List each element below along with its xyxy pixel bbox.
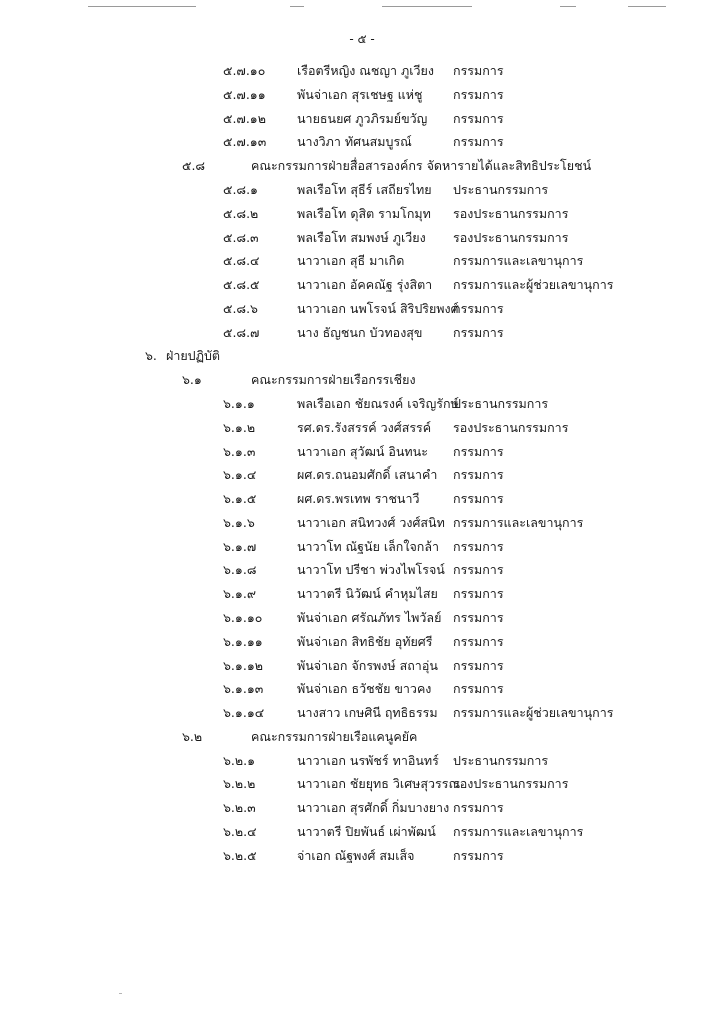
member-role: กรรมการ: [453, 657, 504, 673]
member-name: นาวาเอก อัคคณัฐ รุ่งสิตา: [297, 277, 433, 292]
member-name: พลเรือโท สุธีร์ เสถียรไทย: [297, 181, 432, 197]
item-number: ๖.๑.๔: [223, 467, 257, 483]
member-name: พลเรือโท ดุสิต รามโกมุท: [297, 205, 431, 221]
item-number: ๖.๒.๓: [223, 800, 256, 816]
member-role: กรรมการ: [453, 467, 504, 483]
item-number: ๕.๘.๖: [223, 300, 258, 316]
member-role: กรรมการ: [453, 681, 504, 697]
member-name: นางวิภา ทัศนสมบูรณ์: [297, 134, 412, 150]
member-name: พันจ่าเอก ศรัณภัทร ไพวัลย์: [297, 609, 442, 625]
item-number: ๖.๑.๑๓: [223, 681, 264, 697]
scan-artifact-line: [88, 6, 196, 7]
member-role: กรรมการและผู้ช่วยเลขานุการ: [453, 277, 614, 292]
member-role: กรรมการและเลขานุการ: [453, 253, 584, 269]
member-name: พลเรือโท สมพงษ์ ภูเวียง: [297, 229, 426, 245]
member-name: จ่าเอก ณัฐพงศ์ สมเส็จ: [297, 847, 415, 863]
member-name: นาวาเอก นพโรจน์ สิริปริยพงศ์: [297, 300, 459, 316]
scan-artifact-line: [560, 6, 576, 7]
item-number: ๖.๑.๑๔: [223, 705, 265, 721]
committee-heading: [0, 157, 724, 175]
item-number: ๖.๑.๕: [223, 491, 257, 506]
member-role: กรรมการและเลขานุการ: [453, 514, 584, 530]
member-name: นางสาว เกษศินี ฤทธิธรรม: [297, 705, 438, 721]
member-row: [0, 300, 724, 318]
item-number: ๕.๘.๓: [223, 229, 259, 245]
member-role: กรรมการ: [453, 443, 504, 459]
member-name: นาวาเอก ชัยยุทธ วิเศษสุวรรณ: [297, 776, 461, 792]
item-number: ๕.๘.๑: [223, 181, 258, 197]
member-name: รศ.ดร.รังสรรค์ วงศ์สรรค์: [297, 419, 432, 435]
member-name: พันจ่าเอก ธวัชชัย ขาวคง: [297, 681, 432, 697]
member-row: [0, 205, 724, 223]
member-role: กรรมการ: [453, 562, 504, 578]
member-role: ประธานกรรมการ: [453, 395, 549, 411]
member-name: พันจ่าเอก สุรเชษฐ แห่ชู: [297, 86, 423, 102]
member-row: [0, 633, 724, 651]
item-number: ๖.๑.๑๐: [223, 609, 263, 625]
member-row: [0, 585, 724, 603]
committee-heading: [0, 371, 724, 389]
member-row: [0, 419, 724, 437]
member-row: [0, 395, 724, 413]
division-title: ฝ่ายปฏิบัติ: [166, 348, 221, 364]
section-number: ๖.๒: [182, 728, 203, 744]
member-name: นาง ธัญชนก บัวทองสุข: [297, 324, 423, 340]
committee-title: คณะกรรมการฝ่ายสื่อสารองค์กร จัดหารายได้และสิทธิประโยชน์: [251, 158, 592, 174]
item-number: ๖.๑.๘: [223, 562, 257, 578]
item-number: ๕.๗.๑๐: [223, 63, 266, 78]
member-role: กรรมการ: [453, 538, 504, 554]
member-role: กรรมการ: [453, 324, 504, 340]
item-number: ๖.๑.๖: [223, 514, 255, 530]
section-number: ๕.๘: [182, 158, 206, 174]
member-row: [0, 181, 724, 199]
member-row: [0, 443, 724, 461]
member-row: [0, 466, 724, 484]
member-row: [0, 847, 724, 865]
member-role: กรรมการ: [453, 86, 504, 102]
member-name: นาวาเอก สนิทวงศ์ วงศ์สนิท: [297, 514, 445, 530]
member-row: [0, 133, 724, 151]
member-role: ประธานกรรมการ: [453, 181, 549, 197]
member-role: กรรมการ: [453, 633, 504, 649]
member-name: ผศ.ดร.พรเทพ ราชนาวี: [297, 491, 420, 506]
item-number: ๖.๒.๑: [223, 752, 256, 768]
item-number: ๕.๗.๑๑: [223, 86, 266, 102]
member-role: กรรมการ: [453, 586, 504, 602]
division-heading: [0, 347, 724, 365]
member-name: เรือตรีหญิง ณชญา ภูเวียง: [297, 63, 434, 78]
member-name: ผศ.ดร.ถนอมศักดิ์ เสนาคำ: [297, 467, 438, 483]
member-row: [0, 252, 724, 270]
member-row: [0, 86, 724, 104]
member-name: นาวาตรี ปิยพันธ์ เผ่าพัฒน์: [297, 824, 436, 839]
scan-artifact-mark: [119, 993, 122, 994]
member-role: กรรมการ: [453, 63, 504, 78]
member-role: รองประธานกรรมการ: [453, 419, 569, 435]
member-role: กรรมการ: [453, 134, 504, 150]
member-row: [0, 561, 724, 579]
item-number: ๖.๑.๑: [223, 395, 255, 411]
item-number: ๕.๘.๗: [223, 324, 260, 340]
member-row: [0, 62, 724, 80]
item-number: ๕.๘.๔: [223, 253, 260, 269]
member-row: [0, 799, 724, 817]
item-number: ๖.๑.๒: [223, 419, 256, 435]
member-name: นาวาเอก สุวัฒน์ อินทนะ: [297, 443, 428, 459]
item-number: ๖.๑.๑๒: [223, 657, 263, 673]
member-name: นาวาเอก สุรศักดิ์ กิ่มบางยาง: [297, 800, 450, 816]
item-number: ๕.๗.๑๓: [223, 134, 267, 150]
member-role: กรรมการและผู้ช่วยเลขานุการ: [453, 705, 614, 721]
member-name: พันจ่าเอก สิทธิชัย อุทัยศรี: [297, 633, 433, 649]
member-row: [0, 775, 724, 793]
item-number: ๕.๘.๕: [223, 277, 260, 292]
member-name: นาวาตรี นิวัฒน์ คำหุมไสย: [297, 586, 438, 602]
member-role: ประธานกรรมการ: [453, 752, 549, 768]
member-row: [0, 609, 724, 627]
member-name: นาวาเอก สุธี มาเกิด: [297, 253, 405, 269]
item-number: ๖.๑.๓: [223, 443, 256, 459]
member-name: นาวาโท ปรีชา พ่วงไพโรจน์: [297, 562, 445, 578]
item-number: ๖.๒.๔: [223, 824, 257, 839]
member-row: [0, 657, 724, 675]
item-number: ๖.๒.๕: [223, 847, 257, 863]
member-row: [0, 680, 724, 698]
member-role: รองประธานกรรมการ: [453, 776, 569, 792]
member-row: [0, 110, 724, 128]
member-name: นาวาโท ณัฐนัย เล็กใจกล้า: [297, 538, 440, 554]
scan-artifact-line: [628, 6, 666, 7]
member-role: กรรมการ: [453, 491, 504, 506]
item-number: ๖.๑.๑๑: [223, 633, 263, 649]
item-number: ๕.๗.๑๒: [223, 110, 266, 126]
section-number: ๖.๑: [182, 372, 202, 388]
item-number: ๖.๒.๒: [223, 776, 256, 792]
member-row: [0, 229, 724, 247]
committee-heading: [0, 728, 724, 746]
member-row: [0, 514, 724, 532]
committee-title: คณะกรรมการฝ่ายเรือกรรเชียง: [251, 372, 416, 388]
member-row: [0, 490, 724, 508]
member-name: นายธนยศ ภูวภิรมย์ขวัญ: [297, 110, 428, 126]
scan-artifact-line: [290, 6, 304, 7]
scan-artifact-line: [382, 6, 472, 7]
member-role: กรรมการ: [453, 110, 504, 126]
committee-title: คณะกรรมการฝ่ายเรือแคนูคยัค: [251, 728, 418, 744]
member-role: กรรมการ: [453, 800, 504, 816]
item-number: ๕.๘.๒: [223, 205, 259, 221]
member-row: [0, 538, 724, 556]
member-row: [0, 324, 724, 342]
member-role: รองประธานกรรมการ: [453, 205, 569, 221]
member-row: [0, 752, 724, 770]
item-number: ๖.๑.๙: [223, 586, 256, 602]
member-name: นาวาเอก นรพัชร์ ทาอินทร์: [297, 752, 439, 768]
member-role: กรรมการ: [453, 609, 504, 625]
member-row: [0, 823, 724, 841]
member-role: กรรมการ: [453, 300, 504, 316]
member-role: กรรมการ: [453, 847, 504, 863]
member-role: รองประธานกรรมการ: [453, 229, 569, 245]
division-number: ๖.: [145, 348, 157, 364]
page-number: - ๕ -: [349, 32, 375, 46]
member-role: กรรมการและเลขานุการ: [453, 824, 584, 839]
member-name: พันจ่าเอก จักรพงษ์ สถาอุ่น: [297, 657, 438, 673]
member-name: พลเรือเอก ชัยณรงค์ เจริญรักษ์: [297, 395, 459, 411]
member-row: [0, 704, 724, 722]
item-number: ๖.๑.๗: [223, 538, 257, 554]
member-row: [0, 276, 724, 294]
